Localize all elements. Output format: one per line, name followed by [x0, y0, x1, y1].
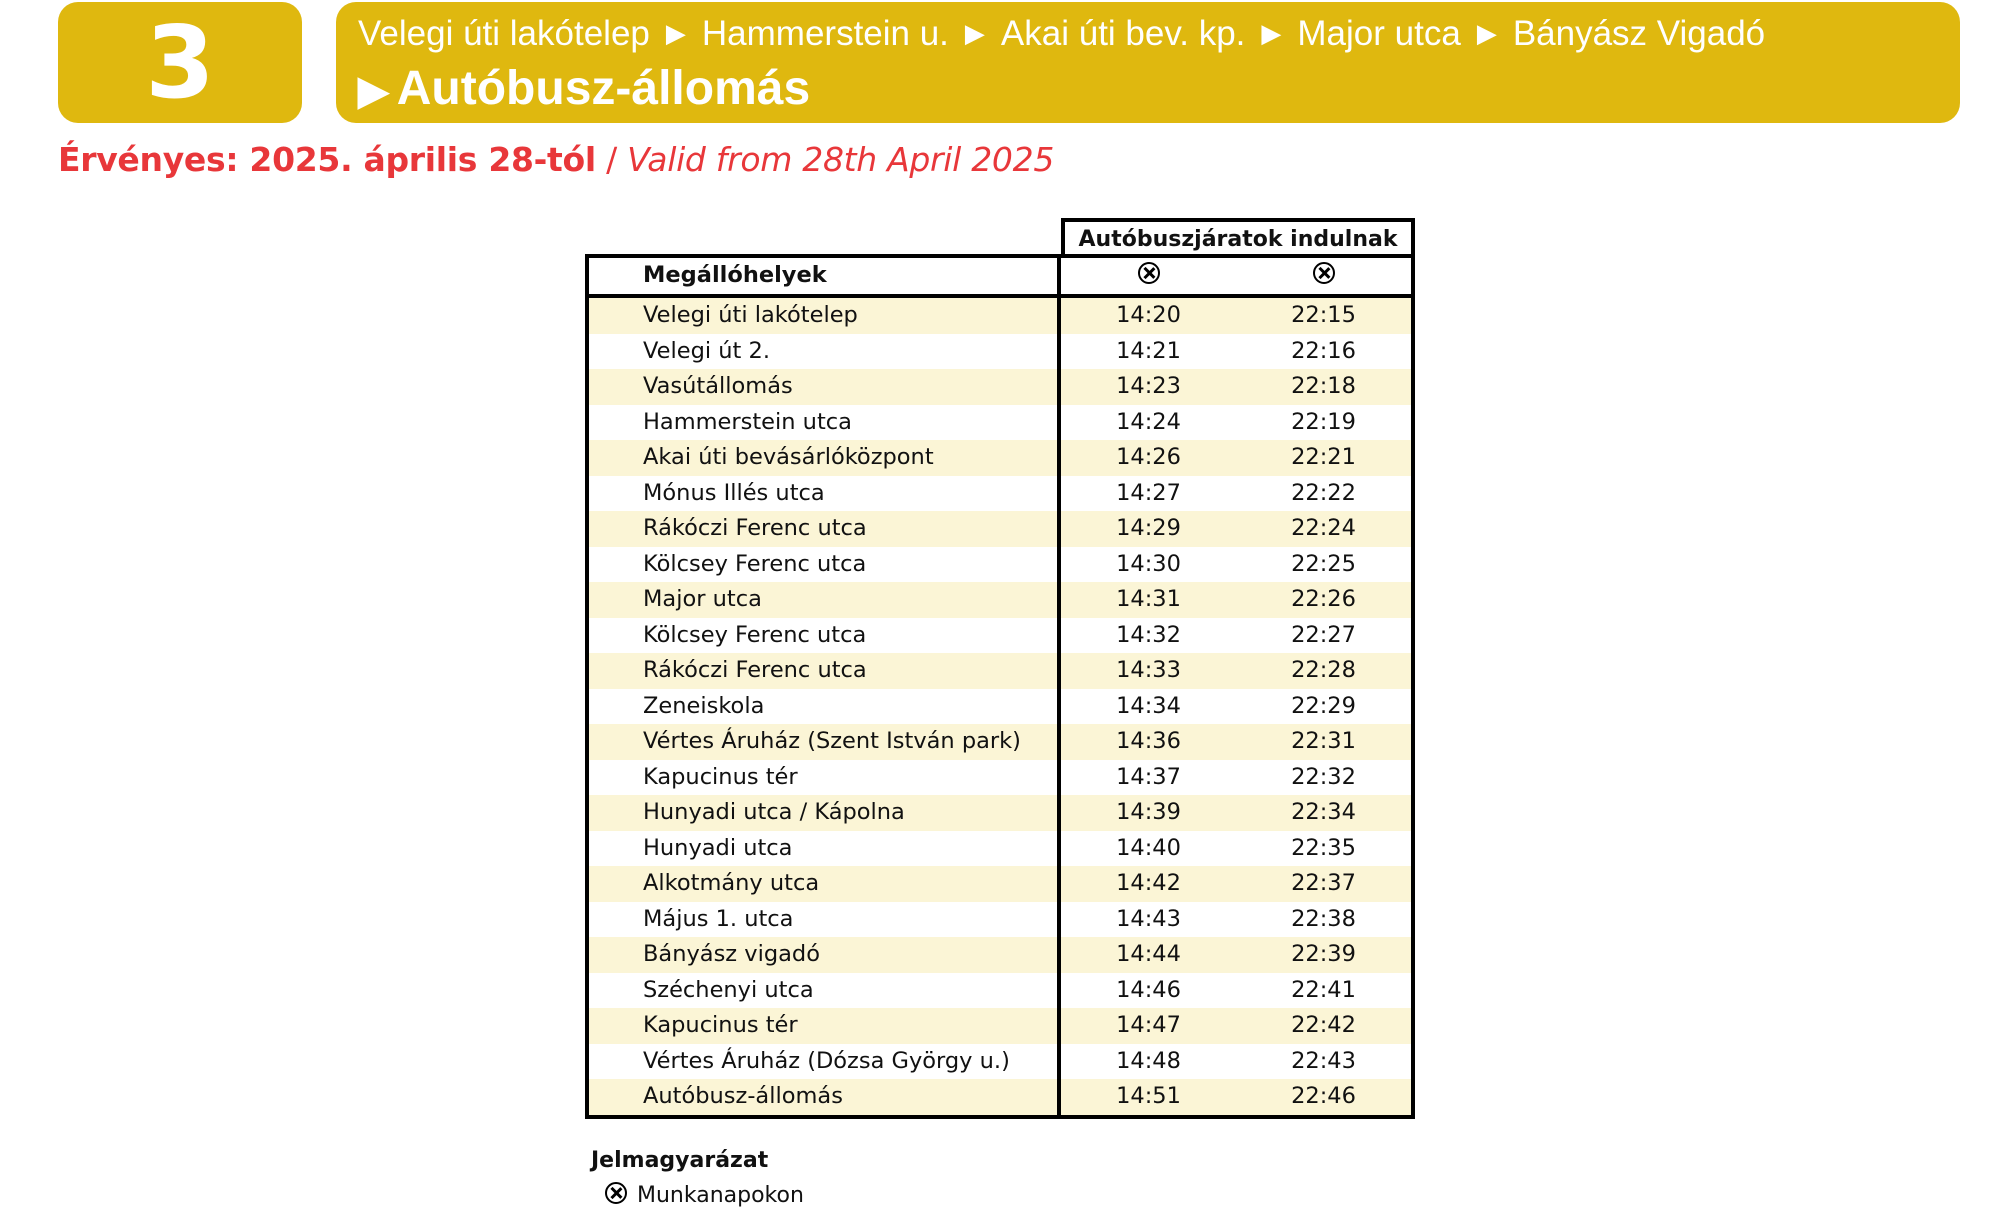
table-row	[589, 405, 1411, 441]
table-row	[589, 618, 1411, 654]
table-row	[589, 1079, 1411, 1115]
column-icon-cell	[1236, 258, 1411, 294]
stop-name: Rákóczi Ferenc utca	[589, 653, 1061, 689]
route-header	[336, 2, 1960, 123]
via-stop: Akai úti bev. kp.	[1000, 14, 1246, 53]
departure-time: 22:34	[1236, 795, 1411, 831]
departure-time: 22:35	[1291, 834, 1356, 861]
departure-time: 22:38	[1291, 905, 1356, 932]
stop-name: Kapucinus tér	[589, 1008, 1061, 1044]
stop-name: Major utca	[589, 582, 1061, 618]
table-row	[589, 582, 1411, 618]
table-row	[589, 298, 1411, 334]
legend-title: Jelmagyarázat	[591, 1148, 769, 1173]
departure-time: 22:19	[1291, 408, 1356, 435]
table-row	[589, 369, 1411, 405]
departure-time: 14:23	[1061, 369, 1236, 405]
departure-time: 14:31	[1061, 582, 1236, 618]
departure-time: 22:15	[1236, 298, 1411, 334]
departure-time: 22:31	[1236, 724, 1411, 760]
right-triangle-icon: ▶	[964, 18, 985, 48]
table-row	[589, 547, 1411, 583]
route-number-badge	[58, 2, 302, 123]
departure-time: 22:28	[1236, 653, 1411, 689]
table-row	[589, 902, 1411, 938]
stop-name: Akai úti bevásárlóközpont	[589, 440, 1061, 476]
validity-en: Valid from 28th April 2025	[627, 140, 1055, 179]
stop-name: Május 1. utca	[589, 902, 1061, 938]
workday-pickaxe-icon	[1313, 262, 1335, 284]
validity-notice	[58, 140, 1054, 179]
destination-label: Autóbusz-állomás	[396, 62, 811, 115]
stop-name: Hammerstein utca	[589, 405, 1061, 441]
departure-time: 14:48	[1116, 1047, 1181, 1074]
departure-time: 22:27	[1291, 621, 1356, 648]
stop-name: Kölcsey Ferenc utca	[589, 547, 1061, 583]
via-stop: Bányász Vigadó	[1512, 14, 1766, 53]
table-row	[589, 1044, 1411, 1080]
departure-time: 14:26	[1061, 440, 1236, 476]
table-row	[589, 937, 1411, 973]
stop-name: Bányász vigadó	[589, 937, 1061, 973]
stop-name: Vasútállomás	[589, 369, 1061, 405]
departure-time: 22:39	[1236, 937, 1411, 973]
stop-name: Velegi úti lakótelep	[589, 298, 1061, 334]
stop-name: Kapucinus tér	[589, 760, 1061, 796]
departure-time: 14:37	[1116, 763, 1181, 790]
via-stop: Hammerstein u.	[701, 14, 949, 53]
departure-time: 14:36	[1061, 724, 1236, 760]
table-row	[589, 866, 1411, 902]
departure-time: 14:27	[1116, 479, 1181, 506]
stop-name: Vértes Áruház (Szent István park)	[589, 724, 1061, 760]
workday-pickaxe-icon	[605, 1182, 627, 1204]
departures-header: Autóbuszjáratok indulnak	[1061, 218, 1415, 256]
table-row	[589, 653, 1411, 689]
column-icon-cell	[1061, 258, 1236, 294]
table-row	[589, 724, 1411, 760]
departure-time: 22:25	[1291, 550, 1356, 577]
departure-time: 22:32	[1291, 763, 1356, 790]
destination	[358, 60, 1938, 120]
departure-time: 14:21	[1116, 337, 1181, 364]
table-row	[589, 689, 1411, 725]
table-row	[589, 511, 1411, 547]
legend-label: Munkanapokon	[637, 1183, 804, 1208]
departure-time: 22:37	[1236, 866, 1411, 902]
stop-name: Alkotmány utca	[589, 866, 1061, 902]
timetable-header-row	[589, 258, 1411, 298]
stop-name: Hunyadi utca / Kápolna	[589, 795, 1061, 831]
departure-time: 14:46	[1116, 976, 1181, 1003]
departure-time: 14:20	[1061, 298, 1236, 334]
stop-name: Mónus Illés utca	[589, 476, 1061, 512]
stop-name: Vértes Áruház (Dózsa György u.)	[589, 1044, 1061, 1080]
via-stop: Major utca	[1297, 14, 1461, 53]
right-triangle-icon: ▶	[358, 69, 389, 113]
legend-item	[605, 1183, 804, 1208]
stop-name: Autóbusz-állomás	[589, 1079, 1061, 1115]
departure-time: 22:29	[1291, 692, 1356, 719]
departure-time: 22:22	[1291, 479, 1356, 506]
departure-time: 14:42	[1061, 866, 1236, 902]
departure-time: 14:51	[1061, 1079, 1236, 1115]
departure-time: 22:43	[1291, 1047, 1356, 1074]
right-triangle-icon: ▶	[665, 18, 686, 48]
departure-time: 14:43	[1116, 905, 1181, 932]
table-row	[589, 476, 1411, 512]
table-row	[589, 440, 1411, 476]
departure-time: 22:16	[1291, 337, 1356, 364]
validity-hu: Érvényes: 2025. április 28-tól	[58, 140, 596, 179]
departure-time: 22:24	[1236, 511, 1411, 547]
stop-name: Rákóczi Ferenc utca	[589, 511, 1061, 547]
departure-time: 14:33	[1061, 653, 1236, 689]
route-number: 3	[145, 4, 215, 121]
workday-pickaxe-icon	[1138, 262, 1160, 284]
departure-time: 14:44	[1061, 937, 1236, 973]
table-row	[589, 795, 1411, 831]
departure-time: 22:26	[1236, 582, 1411, 618]
departure-time: 14:30	[1116, 550, 1181, 577]
departure-time: 22:41	[1291, 976, 1356, 1003]
departure-time: 14:40	[1116, 834, 1181, 861]
table-row	[589, 1008, 1411, 1044]
table-row	[589, 973, 1411, 1009]
departure-time: 14:24	[1116, 408, 1181, 435]
departure-time: 22:42	[1236, 1008, 1411, 1044]
departure-time: 14:34	[1116, 692, 1181, 719]
via-stop: Velegi úti lakótelep	[358, 14, 650, 53]
stops-header: Megállóhelyek	[589, 258, 1061, 294]
right-triangle-icon: ▶	[1261, 18, 1282, 48]
departure-time: 14:32	[1116, 621, 1181, 648]
validity-separator: /	[595, 140, 628, 179]
via-stops	[358, 10, 1938, 60]
table-row	[589, 831, 1411, 867]
stop-name: Hunyadi utca	[589, 831, 1061, 867]
departure-time: 14:29	[1061, 511, 1236, 547]
departure-time: 14:39	[1061, 795, 1236, 831]
departure-time: 14:47	[1061, 1008, 1236, 1044]
table-row	[589, 334, 1411, 370]
departure-time: 22:18	[1236, 369, 1411, 405]
stop-name: Velegi út 2.	[589, 334, 1061, 370]
right-triangle-icon: ▶	[1476, 18, 1497, 48]
table-row	[589, 760, 1411, 796]
departure-time: 22:46	[1236, 1079, 1411, 1115]
stop-name: Kölcsey Ferenc utca	[589, 618, 1061, 654]
departure-time: 22:21	[1236, 440, 1411, 476]
timetable-grid	[585, 254, 1415, 1119]
stop-name: Széchenyi utca	[589, 973, 1061, 1009]
stop-name: Zeneiskola	[589, 689, 1061, 725]
